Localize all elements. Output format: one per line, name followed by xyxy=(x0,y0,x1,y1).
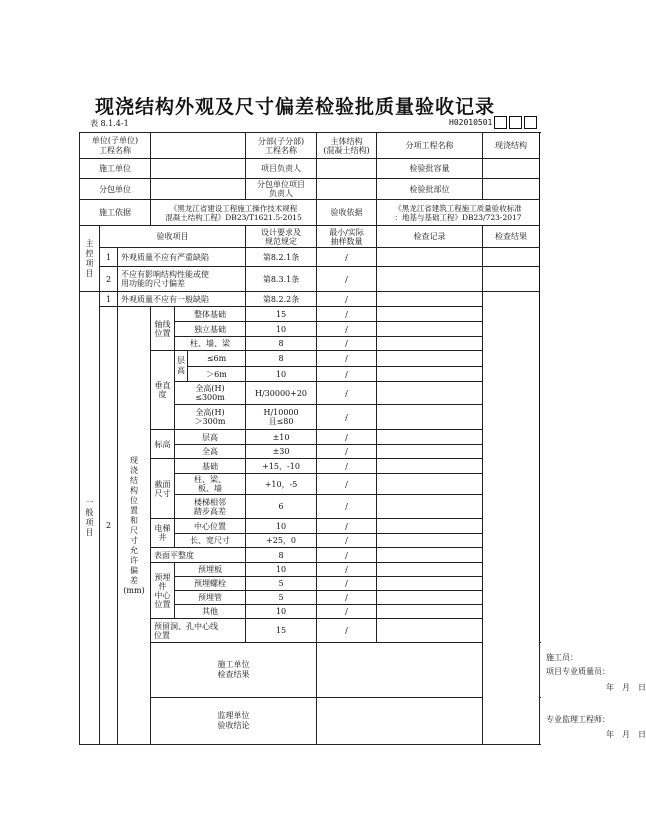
subunit-value[interactable]: 主体结构 (混凝土结构) xyxy=(317,133,377,159)
group-axis: 轴线 位置 xyxy=(151,307,175,351)
col-sample: 最小/实际 抽样数量 xyxy=(317,226,377,248)
spec-value: H/30000+20 xyxy=(246,382,317,405)
sub-item: 预留洞、孔中心线 位置 xyxy=(151,619,246,643)
col-record: 检查记录 xyxy=(377,226,483,248)
record-cell[interactable] xyxy=(377,367,483,382)
record-cell[interactable] xyxy=(377,307,483,322)
supervisor-signature-area[interactable] xyxy=(317,698,646,745)
main-item-result[interactable] xyxy=(483,248,540,267)
form-number: 表 8.1.4-1 xyxy=(90,119,129,128)
spec-value: 10 xyxy=(246,322,317,337)
sub-label: 分包单位 xyxy=(80,179,151,200)
item-label: 分项工程名称 xyxy=(377,133,483,159)
sub-item: 预埋管 xyxy=(175,591,246,605)
group-section: 截面 尺寸 xyxy=(151,459,175,519)
inspector-label: 项目专业质量员： xyxy=(546,667,611,676)
main-item-no: 2 xyxy=(100,267,118,292)
sub-item: 其他 xyxy=(175,605,246,619)
general-item-sample[interactable]: / xyxy=(317,292,377,307)
pm-value[interactable] xyxy=(317,159,377,179)
spec-value: 5 xyxy=(246,591,317,605)
supervisor-result-label: 监理单位 验收结论 xyxy=(151,698,317,745)
sample-value[interactable]: / xyxy=(317,519,377,534)
sample-value[interactable]: / xyxy=(317,337,377,351)
group-vertical: 垂直度 xyxy=(151,351,175,430)
spec-value: 15 xyxy=(246,307,317,322)
main-item-spec: 第8.3.1条 xyxy=(246,267,317,292)
basis-value: 《黑龙江省建设工程施工操作技术规程 混凝土结构工程》DB23/T1621.5-2015 xyxy=(151,200,317,226)
main-item-record[interactable] xyxy=(377,248,483,267)
record-cell[interactable] xyxy=(377,563,483,577)
general-label: 一 般 项 目 xyxy=(80,292,100,745)
sub-item: 柱、梁、 板、墙 xyxy=(175,474,246,495)
record-cell[interactable] xyxy=(377,322,483,337)
record-cell[interactable] xyxy=(377,351,483,367)
spec-value: 10 xyxy=(246,605,317,619)
col-result: 检查结果 xyxy=(483,226,540,248)
spec-value: +15，-10 xyxy=(246,459,317,474)
sample-value[interactable]: / xyxy=(317,563,377,577)
sample-value[interactable]: / xyxy=(317,534,377,548)
deviation-label: 现 浇 结 构 位 置 和 尺 寸 允 许 偏 差 (mm) xyxy=(118,307,151,745)
code-box-3[interactable] xyxy=(524,116,537,129)
general-item-name: 外观质量不应有一般缺陷 xyxy=(118,292,246,307)
sample-value[interactable]: / xyxy=(317,605,377,619)
sample-value[interactable]: / xyxy=(317,322,377,337)
record-cell[interactable] xyxy=(377,605,483,619)
spec-value: 8 xyxy=(246,548,317,563)
general-item-spec: 第8.2.2条 xyxy=(246,292,317,307)
main-item-sample[interactable]: / xyxy=(317,267,377,292)
sub-item: 基础 xyxy=(175,459,246,474)
record-cell[interactable] xyxy=(377,337,483,351)
record-cell[interactable] xyxy=(377,619,483,643)
date-label: 年 月 日 xyxy=(606,730,646,739)
spec-value: 10 xyxy=(246,563,317,577)
general-item-no: 2 xyxy=(100,307,118,745)
sample-value[interactable]: / xyxy=(317,445,377,459)
sample-value[interactable]: / xyxy=(317,459,377,474)
record-cell[interactable] xyxy=(377,445,483,459)
part-value[interactable] xyxy=(483,179,540,200)
record-cell[interactable] xyxy=(377,591,483,605)
spec-value: 15 xyxy=(246,619,317,643)
sub-item: 柱、墙、梁 xyxy=(175,337,246,351)
record-cell[interactable] xyxy=(377,519,483,534)
sub-pm-label: 分包单位项目 负责人 xyxy=(246,179,317,200)
main-item-no: 1 xyxy=(100,248,118,267)
main-control-label: 主 控 项 目 xyxy=(80,226,100,292)
spec-value: 8 xyxy=(246,337,317,351)
col-spec: 设计要求及 规范规定 xyxy=(246,226,317,248)
sub-item: ≤6m xyxy=(188,351,246,367)
record-cell[interactable] xyxy=(377,382,483,405)
sub-item: 预埋螺栓 xyxy=(175,577,246,591)
basis-label: 施工依据 xyxy=(80,200,151,226)
sample-value[interactable]: / xyxy=(317,619,377,643)
record-cell[interactable] xyxy=(377,430,483,445)
worker-label: 施工员： xyxy=(546,653,579,662)
group-embed: 预埋件 中心 位置 xyxy=(151,563,175,619)
sub-item: 预埋板 xyxy=(175,563,246,577)
general-item-record[interactable] xyxy=(377,292,483,307)
sample-value[interactable]: / xyxy=(317,495,377,519)
sub-item: 全高(H) ＞300m xyxy=(175,405,246,430)
spec-value: 10 xyxy=(246,519,317,534)
sample-value[interactable]: / xyxy=(317,382,377,405)
record-cell[interactable] xyxy=(377,495,483,519)
group-elevator: 电梯井 xyxy=(151,519,175,548)
sub-item: ＞6m xyxy=(188,367,246,382)
code-box-1[interactable] xyxy=(494,116,507,129)
engineer-label: 专业监理工程师： xyxy=(546,715,611,724)
spec-value: 10 xyxy=(246,367,317,382)
sample-value[interactable]: / xyxy=(317,577,377,591)
record-cell[interactable] xyxy=(377,405,483,430)
col-item: 验收项目 xyxy=(100,226,246,248)
record-cell[interactable] xyxy=(377,459,483,474)
sub-item: 楼梯相邻 踏步高差 xyxy=(175,495,246,519)
date-label: 年 月 日 xyxy=(606,683,646,692)
part-label: 检验批部位 xyxy=(377,179,483,200)
record-cell[interactable] xyxy=(377,534,483,548)
spec-value: 8 xyxy=(246,351,317,367)
main-item-name: 外观质量不应有严重缺陷 xyxy=(118,248,246,267)
sample-value[interactable]: / xyxy=(317,307,377,322)
general-item-no: 1 xyxy=(100,292,118,307)
accept-label: 验收依据 xyxy=(317,200,377,226)
capacity-value[interactable] xyxy=(483,159,540,179)
code-box-2[interactable] xyxy=(509,116,522,129)
sample-value[interactable]: / xyxy=(317,367,377,382)
item-value[interactable]: 现浇结构 xyxy=(483,133,540,159)
sub-pm-value[interactable] xyxy=(317,179,377,200)
sub-item: 独立基础 xyxy=(175,322,246,337)
group-elevation: 标高 xyxy=(151,430,175,459)
record-cell[interactable] xyxy=(377,548,483,563)
main-item-spec: 第8.2.1条 xyxy=(246,248,317,267)
sub-item: 整体基础 xyxy=(175,307,246,322)
record-cell[interactable] xyxy=(377,577,483,591)
sample-value[interactable]: / xyxy=(317,591,377,605)
record-cell[interactable] xyxy=(377,474,483,495)
contractor-result-label: 施工单位 检查结果 xyxy=(151,643,317,698)
sample-value[interactable]: / xyxy=(317,474,377,495)
sub-value[interactable] xyxy=(151,179,246,200)
spec-value: 5 xyxy=(246,577,317,591)
contractor-label: 施工单位 xyxy=(80,159,151,179)
main-item-sample[interactable]: / xyxy=(317,248,377,267)
pm-label: 项目负责人 xyxy=(246,159,317,179)
contractor-signature-area[interactable] xyxy=(317,643,646,698)
inspection-table xyxy=(79,132,646,745)
group-floor: 层 高 xyxy=(175,351,188,382)
spec-value: H/10000 且≤80 xyxy=(246,405,317,430)
spec-value: +25，0 xyxy=(246,534,317,548)
accept-value: 《黑龙江省建筑工程施工质量验收标准 ：地基与基础工程》DB23/723-2017 xyxy=(377,200,540,226)
sample-value[interactable]: / xyxy=(317,548,377,563)
main-item-name: 不应有影响结构性能或使 用功能的尺寸偏差 xyxy=(118,267,246,292)
subunit-label: 分部(子分部) 工程名称 xyxy=(246,133,317,159)
page-title: 现浇结构外观及尺寸偏差检验批质量验收记录 xyxy=(94,96,495,118)
unit-label: 单位(子单位) 工程名称 xyxy=(80,133,151,159)
sample-value[interactable]: / xyxy=(317,351,377,367)
capacity-label: 检验批容量 xyxy=(377,159,483,179)
main-item-result[interactable] xyxy=(483,267,540,292)
spec-value: ±30 xyxy=(246,445,317,459)
sub-item: 层高 xyxy=(175,430,246,445)
unit-value[interactable] xyxy=(151,133,246,159)
sub-item: 全高(H) ≤300m xyxy=(175,382,246,405)
spec-value: +10，-5 xyxy=(246,474,317,495)
main-item-record[interactable] xyxy=(377,267,483,292)
sub-item: 全高 xyxy=(175,445,246,459)
sample-value[interactable]: / xyxy=(317,430,377,445)
sub-item: 表面平整度 xyxy=(151,548,246,563)
form-code: H02010501 xyxy=(449,118,493,127)
spec-value: 6 xyxy=(246,495,317,519)
contractor-value[interactable] xyxy=(151,159,246,179)
sub-item: 中心位置 xyxy=(175,519,246,534)
sub-item: 长、宽尺寸 xyxy=(175,534,246,548)
sample-value[interactable]: / xyxy=(317,405,377,430)
spec-value: ±10 xyxy=(246,430,317,445)
